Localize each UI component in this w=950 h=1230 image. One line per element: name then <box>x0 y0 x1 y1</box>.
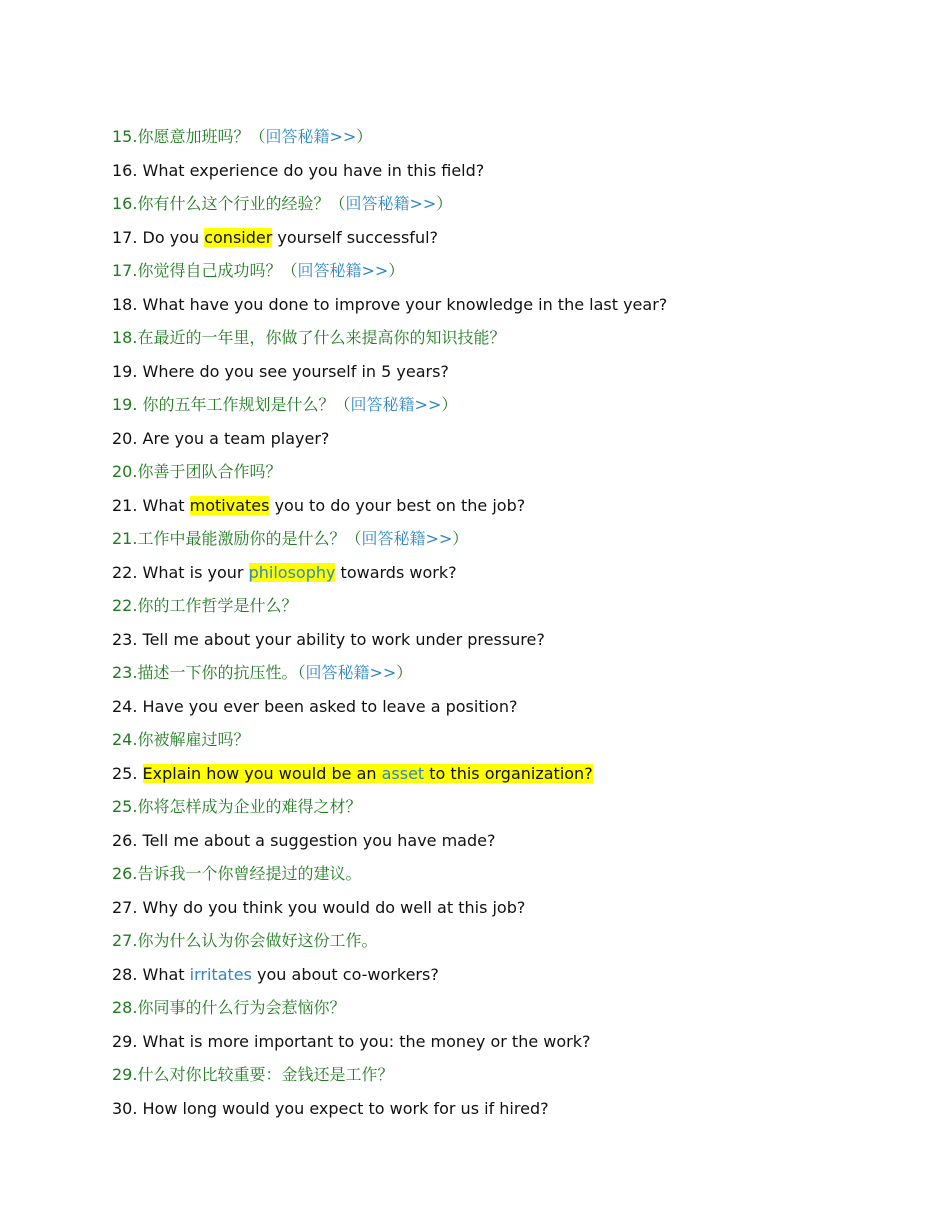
text-segment: 27. Why do you think you would do well at this job? <box>112 897 526 917</box>
text-segment: 21. What <box>112 495 190 515</box>
english-question-line <box>112 221 892 255</box>
english-question-line <box>112 824 892 858</box>
text-segment: 19. Where do you see yourself in 5 years? <box>112 361 449 381</box>
english-question-line <box>112 422 892 456</box>
english-question-line <box>112 690 892 724</box>
text-segment: ） <box>452 529 469 548</box>
highlighted-term: consider <box>204 227 273 247</box>
english-question-line <box>112 623 892 657</box>
text-segment: 29. What is more important to you: the money or the work? <box>112 1031 591 1051</box>
text-segment: 22. What is your <box>112 562 249 582</box>
chinese-translation-line <box>112 790 892 824</box>
text-segment: 17.你觉得自己成功吗？（ <box>112 261 298 280</box>
text-segment: 28. What <box>112 964 190 984</box>
text-segment: 22.你的工作哲学是什么？ <box>112 596 298 615</box>
text-segment: yourself successful? <box>272 227 439 247</box>
answer-tips-link[interactable]: 回答秘籍>> <box>265 127 357 146</box>
chinese-translation-line <box>112 589 892 623</box>
text-segment: 16. What experience do you have in this field? <box>112 160 485 180</box>
text-segment: towards work? <box>335 562 457 582</box>
english-question-line <box>112 1092 892 1126</box>
text-segment: 26.告诉我一个你曾经提过的建议。 <box>112 864 362 883</box>
text-segment: 25.你将怎样成为企业的难得之材？ <box>112 797 362 816</box>
text-segment: 26. Tell me about a suggestion you have made? <box>112 830 496 850</box>
text-segment: ） <box>388 261 405 280</box>
text-segment: 28.你同事的什么行为会惹恼你？ <box>112 998 346 1017</box>
text-segment: 24.你被解雇过吗？ <box>112 730 250 749</box>
chinese-translation-line <box>112 321 892 355</box>
vocab-term: irritates <box>189 964 252 984</box>
chinese-translation-line <box>112 656 892 690</box>
text-segment: 23. Tell me about your ability to work under pressure? <box>112 629 545 649</box>
english-question-line <box>112 1025 892 1059</box>
highlighted-term: Explain how you would be an <box>142 763 382 783</box>
chinese-translation-line <box>112 455 892 489</box>
highlighted-vocab-term: asset <box>381 763 425 783</box>
english-question-line <box>112 355 892 389</box>
text-segment: ） <box>396 663 413 682</box>
highlighted-term: to this organization? <box>424 763 593 783</box>
text-segment: 15.你愿意加班吗？（ <box>112 127 266 146</box>
text-segment: 19. 你的五年工作规划是什么？（ <box>112 395 351 414</box>
chinese-translation-line <box>112 924 892 958</box>
chinese-translation-line <box>112 991 892 1025</box>
chinese-translation-line <box>112 1058 892 1092</box>
text-segment: 16.你有什么这个行业的经验？（ <box>112 194 346 213</box>
text-segment: 18. What have you done to improve your knowledge in the last year? <box>112 294 668 314</box>
english-question-line <box>112 891 892 925</box>
text-segment: 17. Do you <box>112 227 205 247</box>
text-segment: 27.你为什么认为你会做好这份工作。 <box>112 931 378 950</box>
chinese-translation-line <box>112 254 892 288</box>
english-question-line <box>112 489 892 523</box>
chinese-translation-line <box>112 388 892 422</box>
english-question-line <box>112 958 892 992</box>
text-segment: 20.你善于团队合作吗？ <box>112 462 282 481</box>
qa-list <box>112 120 892 1125</box>
text-segment: ） <box>356 127 373 146</box>
text-segment: 18.在最近的一年里，你做了什么来提高你的知识技能？ <box>112 328 506 347</box>
text-segment: you to do your best on the job? <box>269 495 526 515</box>
text-segment: 21.工作中最能激励你的是什么？（ <box>112 529 362 548</box>
text-segment: 24. Have you ever been asked to leave a position? <box>112 696 518 716</box>
answer-tips-link[interactable]: 回答秘籍>> <box>305 663 397 682</box>
text-segment: you about co-workers? <box>251 964 439 984</box>
text-segment: 25. <box>112 763 143 783</box>
english-question-line <box>112 757 892 791</box>
answer-tips-link[interactable]: 回答秘籍>> <box>350 395 442 414</box>
highlighted-vocab-term: philosophy <box>248 562 336 582</box>
chinese-translation-line <box>112 187 892 221</box>
english-question-line <box>112 556 892 590</box>
english-question-line <box>112 288 892 322</box>
answer-tips-link[interactable]: 回答秘籍>> <box>361 529 453 548</box>
text-segment: 20. Are you a team player? <box>112 428 330 448</box>
highlighted-term: motivates <box>189 495 270 515</box>
text-segment: 29.什么对你比较重要：金钱还是工作？ <box>112 1065 394 1084</box>
chinese-translation-line <box>112 522 892 556</box>
chinese-translation-line <box>112 120 892 154</box>
answer-tips-link[interactable]: 回答秘籍>> <box>345 194 437 213</box>
answer-tips-link[interactable]: 回答秘籍>> <box>297 261 389 280</box>
chinese-translation-line <box>112 857 892 891</box>
chinese-translation-line <box>112 723 892 757</box>
text-segment: ） <box>436 194 453 213</box>
text-segment: ） <box>441 395 458 414</box>
english-question-line <box>112 154 892 188</box>
text-segment: 23.描述一下你的抗压性。（ <box>112 663 306 682</box>
text-segment: 30. How long would you expect to work for us if hired? <box>112 1098 549 1118</box>
